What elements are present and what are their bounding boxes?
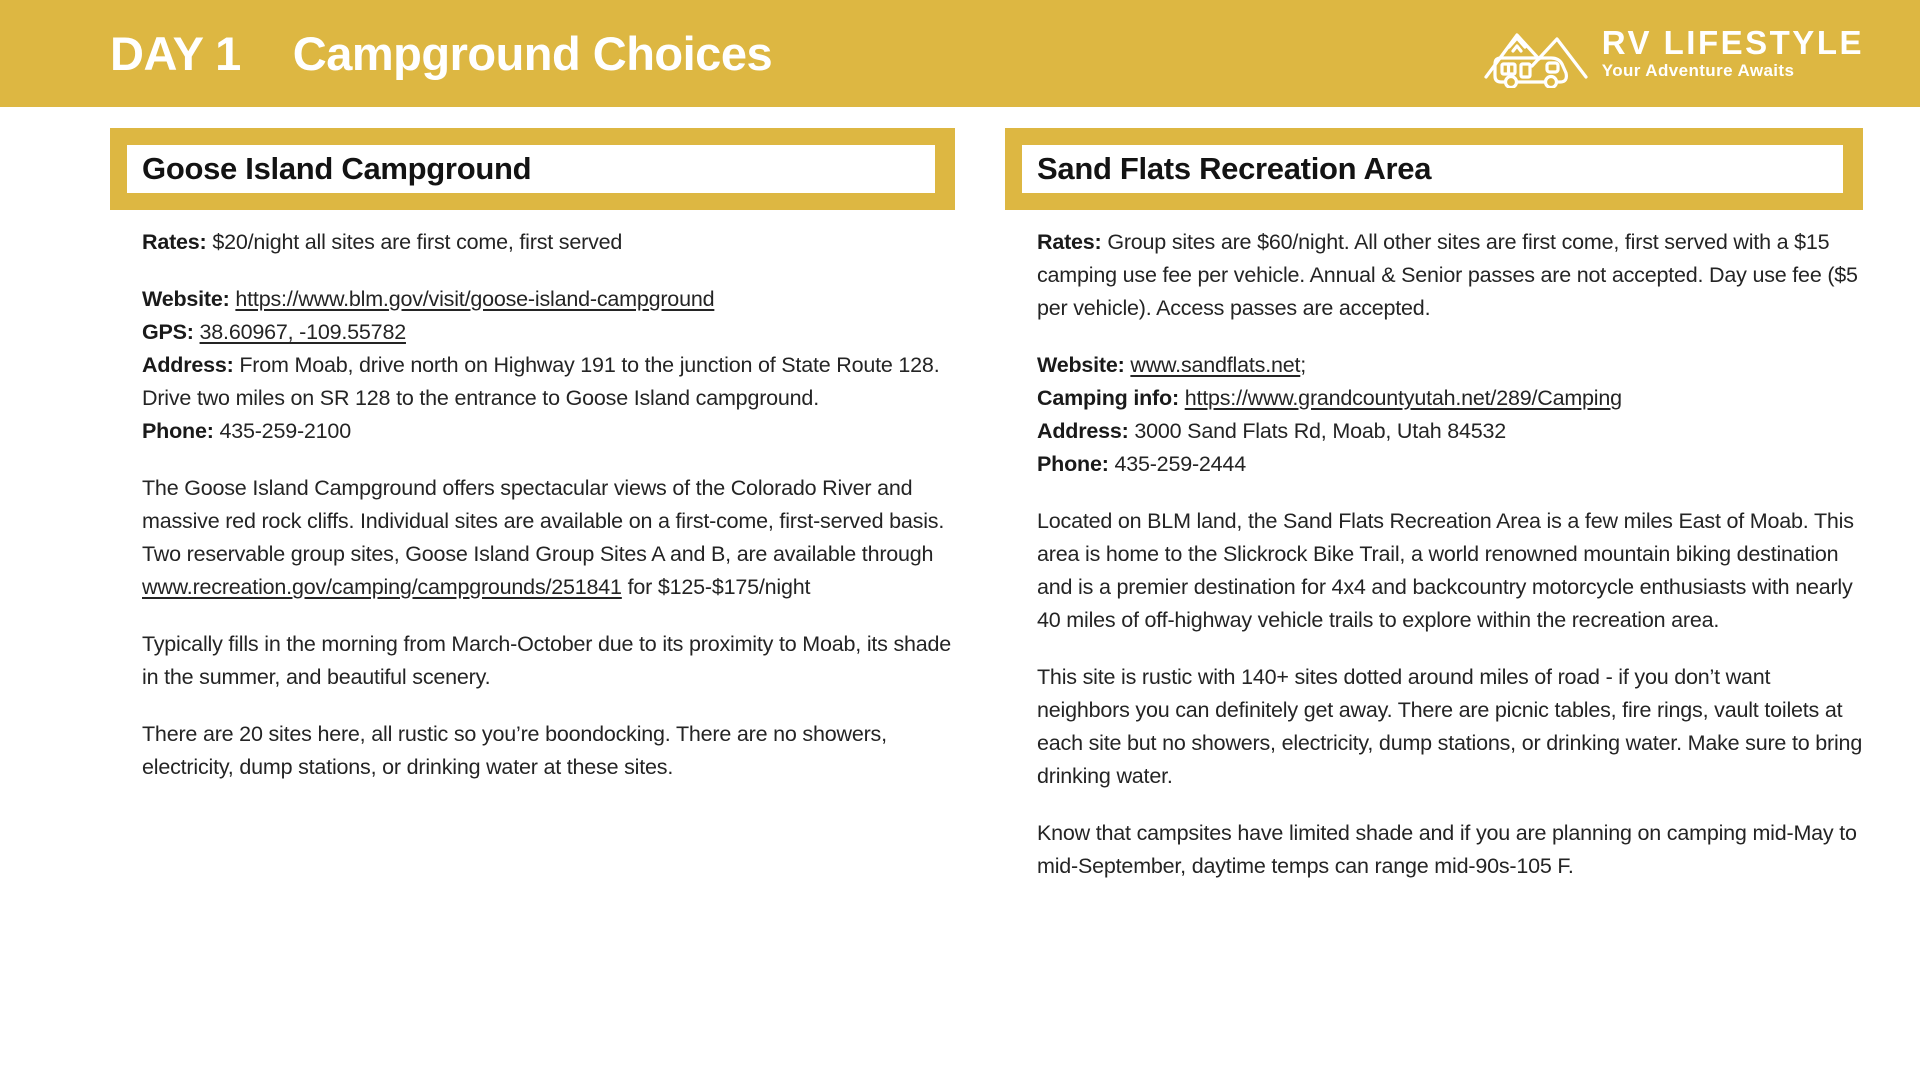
goose-website-link[interactable]: https://www.blm.gov/visit/goose-island-campground	[235, 287, 715, 311]
goose-gps-line	[142, 316, 952, 349]
goose-gps-link[interactable]: 38.60967, -109.55782	[199, 320, 406, 344]
card-goose-island	[110, 128, 955, 907]
sand-description: Located on BLM land, the Sand Flats Recreation Area is a few miles East of Moab. This area is home to the Slickrock Bike Trail, a world renowned mountain biking destination and is a premier destination for 4x4 and backcountry motorcycle enthusiasts with nearly 40 miles of off-highway vehicle trails to explore within the recreation area.	[1037, 509, 1854, 632]
day-label: DAY 1	[110, 27, 241, 80]
address-label: Address:	[142, 353, 234, 377]
sand-phone-line: Phone: 435-259-2444	[1037, 452, 1246, 476]
sand-rates-line: Rates: Group sites are $60/night. All other sites are first come, first served with a $15 camping use fee per vehicle. Annual & Senior passes are not accepted. Day use fee ($5 per vehicle). Access passes are accepted.	[1037, 230, 1858, 320]
goose-island-title: Goose Island Campground	[142, 151, 532, 186]
goose-island-content	[110, 210, 952, 784]
sand-flats-title: Sand Flats Recreation Area	[1037, 151, 1432, 186]
goose-description: The Goose Island Campground offers spectacular views of the Colorado River and massive red rock cliffs. Individual sites are available on a first-come, first-served basis. Two reservable group sites, Goose Island Group Sites A and B, are available through www.recreation.gov/camping/campgrounds/251841 for $125-$175/night	[142, 476, 945, 599]
sand-flats-title-box	[1005, 128, 1863, 210]
website-label: Website:	[1037, 353, 1125, 377]
sand-climate-info: Know that campsites have limited shade and if you are planning on camping mid-May to mid-September, daytime temps can range mid-90s-105 F.	[1037, 821, 1857, 878]
sand-address-line: Address: 3000 Sand Flats Rd, Moab, Utah 84532	[1037, 419, 1507, 443]
rates-label: Rates:	[142, 230, 207, 254]
campground-columns	[0, 107, 1920, 907]
brand-tagline: Your Adventure Awaits	[1601, 60, 1795, 80]
phone-label: Phone:	[142, 419, 214, 443]
goose-phone-line: Phone: 435-259-2100	[142, 419, 351, 443]
page-title	[110, 26, 772, 81]
sand-camping-info-line	[1037, 382, 1863, 415]
camping-info-label: Camping info:	[1037, 386, 1179, 410]
brand-name: RV LIFESTYLE	[1601, 23, 1864, 61]
page-header	[0, 0, 1920, 107]
goose-address-line: Address: From Moab, drive north on Highway 191 to the junction of State Route 128. Drive two miles on SR 128 to the entrance to Goose Island campground.	[142, 353, 940, 410]
sand-camping-info-link[interactable]: https://www.grandcountyutah.net/289/Camping	[1184, 386, 1622, 410]
goose-website-line	[142, 283, 952, 316]
sand-flats-content	[1005, 210, 1863, 883]
sand-website-link[interactable]: www.sandflats.net	[1130, 353, 1301, 377]
sand-sites-info: This site is rustic with 140+ sites dotted around miles of road - if you don’t want neighbors you can definitely get away. There are picnic tables, fire rings, vault toilets at each site but no showers, electricity, dump stations, or drinking water. Make sure to bring drinking water.	[1037, 665, 1863, 788]
rv-mountains-icon	[1484, 20, 1588, 88]
rv-lifestyle-logo	[1484, 20, 1864, 88]
website-label: Website:	[142, 287, 230, 311]
phone-label: Phone:	[1037, 452, 1109, 476]
goose-reservation-link[interactable]: www.recreation.gov/camping/campgrounds/251841	[142, 575, 622, 599]
rates-label: Rates:	[1037, 230, 1102, 254]
sand-website-line: Website: www.sandflats.net;	[1037, 353, 1307, 377]
logo-text	[1601, 23, 1864, 82]
goose-availability: Typically fills in the morning from March-October due to its proximity to Moab, its shade in the summer, and beautiful scenery.	[142, 632, 952, 689]
gps-label: GPS:	[142, 320, 194, 344]
goose-sites-info: There are 20 sites here, all rustic so you’re boondocking. There are no showers, electricity, dump stations, or drinking water at these sites.	[142, 722, 887, 779]
goose-rates-line: Rates: $20/night all sites are first come, first served	[142, 230, 623, 254]
page-title-text: Campground Choices	[292, 27, 773, 80]
address-label: Address:	[1037, 419, 1129, 443]
goose-island-title-box	[110, 128, 955, 210]
card-sand-flats	[1005, 128, 1863, 907]
